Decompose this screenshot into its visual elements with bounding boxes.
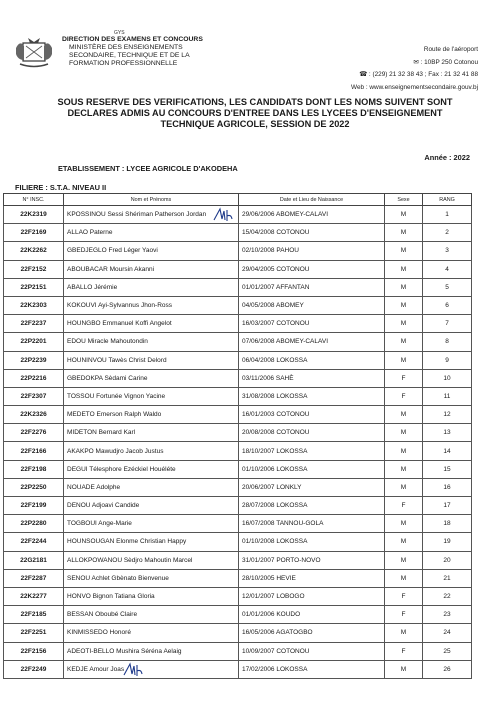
name-cell: GBEDJEGLO Fred Léger Yaovi (64, 242, 239, 260)
name-cell: ABALLO Jérémie (64, 278, 239, 296)
birth-cell: 16/01/2003 COTONOU (239, 406, 385, 424)
insc-cell: 22K2262 (4, 242, 64, 260)
results-table (3, 193, 472, 679)
rang-cell: 26 (423, 660, 472, 678)
birth-cell: 16/03/2007 COTONOU (239, 315, 385, 333)
insc-cell: 22F2185 (4, 606, 64, 624)
title-line: DECLARES ADMIS AU CONCOURS D'ENTREE DANS LES LYCEES D'ENSEIGNEMENT (67, 108, 443, 118)
rang-cell: 1 (423, 206, 472, 224)
table-row (4, 442, 472, 460)
insc-cell: 22P2201 (4, 333, 64, 351)
mail-line: ✉ : 10BP 250 Cotonou (413, 58, 478, 66)
sexe-cell: M (385, 551, 423, 569)
birth-cell: 01/01/2007 AFFANTAN (239, 278, 385, 296)
table-row (4, 406, 472, 424)
table-row (4, 296, 472, 314)
sexe-cell: M (385, 315, 423, 333)
title-line: SOUS RESERVE DES VERIFICATIONS, LES CANDIDATS DONT LES NOMS SUIVENT SONT (57, 97, 453, 107)
rang-cell: 4 (423, 260, 472, 278)
rang-cell: 8 (423, 333, 472, 351)
sexe-cell: M (385, 624, 423, 642)
table-header-row (4, 194, 472, 206)
table-row (4, 587, 472, 605)
ministry-header (62, 30, 252, 68)
insc-cell: 22F2152 (4, 260, 64, 278)
table-row (4, 315, 472, 333)
birth-cell: 29/06/2006 ABOMEY-CALAVI (239, 206, 385, 224)
rang-cell: 24 (423, 624, 472, 642)
sexe-cell: M (385, 569, 423, 587)
sexe-cell: F (385, 587, 423, 605)
rang-cell: 13 (423, 424, 472, 442)
ministry-line: FORMATION PROFESSIONNELLE (69, 60, 178, 67)
rang-cell: 12 (423, 406, 472, 424)
document-title (30, 97, 480, 130)
signature-mark (122, 662, 144, 678)
rang-cell: 14 (423, 442, 472, 460)
insc-cell: 22F2307 (4, 387, 64, 405)
insc-cell: 22P2151 (4, 278, 64, 296)
sexe-cell: M (385, 460, 423, 478)
insc-cell: 22F2169 (4, 224, 64, 242)
birth-cell: 28/10/2005 HEVIE (239, 569, 385, 587)
name-cell: AKAKPO Mawudjro Jacob Justus (64, 442, 239, 460)
birth-cell: 15/04/2008 COTONOU (239, 224, 385, 242)
birth-cell: 17/02/2006 LOKOSSA (239, 660, 385, 678)
year-label: Année : 2022 (424, 153, 470, 162)
sexe-cell: M (385, 206, 423, 224)
table-row (4, 624, 472, 642)
table-row (4, 460, 472, 478)
table-row (4, 515, 472, 533)
table-row (4, 333, 472, 351)
insc-cell: 22P2216 (4, 369, 64, 387)
name-cell: TOSSOU Fortunée Vignon Yacine (64, 387, 239, 405)
rang-cell: 2 (423, 224, 472, 242)
name-cell: KINMISSEDO Honoré (64, 624, 239, 642)
birth-cell: 31/08/2008 LOKOSSA (239, 387, 385, 405)
name-cell: DENOU Adjoavi Candide (64, 497, 239, 515)
name-cell: ABOUBACAR Moursin Akanni (64, 260, 239, 278)
national-emblem (14, 36, 54, 70)
sexe-cell: M (385, 224, 423, 242)
birth-cell: 29/04/2005 COTONOU (239, 260, 385, 278)
name-cell: MIDETON Bernard Karl (64, 424, 239, 442)
insc-cell: 22F2156 (4, 642, 64, 660)
birth-cell: 06/04/2008 LOKOSSA (239, 351, 385, 369)
name-cell: BESSAN Oboubé Claire (64, 606, 239, 624)
gys-label: GYS (114, 30, 125, 36)
table-row (4, 569, 472, 587)
sexe-cell: M (385, 478, 423, 496)
rang-cell: 22 (423, 587, 472, 605)
insc-cell: 22F2198 (4, 460, 64, 478)
birth-cell: 01/01/2006 KOUDO (239, 606, 385, 624)
name-cell: MEDETO Emerson Ralph Waldo (64, 406, 239, 424)
table-row (4, 533, 472, 551)
ministry-line: SECONDAIRE, TECHNIQUE ET DE LA (69, 52, 190, 59)
insc-cell: 22P2280 (4, 515, 64, 533)
table-row (4, 278, 472, 296)
insc-cell: 22F2287 (4, 569, 64, 587)
name-cell: NOUADE Adolphe (64, 478, 239, 496)
name-cell: ADEOTI-BELLO Mushira Séréna Aelaig (64, 642, 239, 660)
birth-cell: 10/09/2007 COTONOU (239, 642, 385, 660)
insc-cell: 22F2251 (4, 624, 64, 642)
insc-cell: 22P2239 (4, 351, 64, 369)
rang-cell: 19 (423, 533, 472, 551)
sexe-cell: M (385, 533, 423, 551)
filiere-label: FILIERE : S.T.A. NIVEAU II (15, 183, 107, 192)
table-row (4, 660, 472, 678)
birth-cell: 20/06/2007 LONKLY (239, 478, 385, 496)
rang-cell: 11 (423, 387, 472, 405)
table-row (4, 351, 472, 369)
insc-cell: 22F2237 (4, 315, 64, 333)
sexe-cell: F (385, 369, 423, 387)
sexe-cell: M (385, 424, 423, 442)
name-cell: KPOSSINOU Sessi Shériman Patherson Jordan (64, 206, 239, 224)
col-header-birth: Date et Lieu de Naissance (239, 194, 385, 206)
birth-cell: 12/01/2007 LOBOGO (239, 587, 385, 605)
name-cell: TOGBOUI Ange-Marie (64, 515, 239, 533)
table-row (4, 424, 472, 442)
rang-cell: 21 (423, 569, 472, 587)
insc-cell: 22K2326 (4, 406, 64, 424)
insc-cell: 22G2181 (4, 551, 64, 569)
name-cell: KOKOUVI Ayi-Sylvannus Jhon-Ross (64, 296, 239, 314)
rang-cell: 15 (423, 460, 472, 478)
insc-cell: 22F2199 (4, 497, 64, 515)
rang-cell: 7 (423, 315, 472, 333)
sexe-cell: M (385, 442, 423, 460)
name-cell: HONVO Bignon Tatiana Gloria (64, 587, 239, 605)
title-line: TECHNIQUE AGRICOLE, SESSION DE 2022 (160, 119, 350, 129)
sexe-cell: F (385, 387, 423, 405)
name-cell: GBEDOKPA Sèdami Carine (64, 369, 239, 387)
sexe-cell: M (385, 333, 423, 351)
name-cell: KEDJE Amour Joas (64, 660, 239, 678)
table-row (4, 606, 472, 624)
name-cell: ALLOKPOWANOU Sèdjro Mahoutin Marcel (64, 551, 239, 569)
rang-cell: 20 (423, 551, 472, 569)
table-row (4, 478, 472, 496)
birth-cell: 01/10/2008 LOKOSSA (239, 533, 385, 551)
sexe-cell: M (385, 351, 423, 369)
rang-cell: 3 (423, 242, 472, 260)
web-line: Web : www.enseignementsecondaire.gouv.bj (351, 83, 478, 91)
birth-cell: 01/10/2006 LOKOSSA (239, 460, 385, 478)
birth-cell: 28/07/2008 LOKOSSA (239, 497, 385, 515)
col-header-name: Nom et Prénoms (64, 194, 239, 206)
rang-cell: 9 (423, 351, 472, 369)
sexe-cell: M (385, 406, 423, 424)
insc-cell: 22F2276 (4, 424, 64, 442)
name-cell: SENOU Achlet Gbènato Bienvenue (64, 569, 239, 587)
birth-cell: 02/10/2008 PAHOU (239, 242, 385, 260)
insc-cell: 22K2303 (4, 296, 64, 314)
table-row (4, 260, 472, 278)
birth-cell: 04/05/2008 ABOMEY (239, 296, 385, 314)
address-line: Route de l'aéroport (423, 46, 478, 53)
birth-cell: 20/08/2008 COTONOU (239, 424, 385, 442)
birth-cell: 07/06/2008 ABOMEY-CALAVI (239, 333, 385, 351)
table-row (4, 369, 472, 387)
sexe-cell: F (385, 497, 423, 515)
rang-cell: 5 (423, 278, 472, 296)
sexe-cell: F (385, 606, 423, 624)
table-row (4, 642, 472, 660)
sexe-cell: M (385, 515, 423, 533)
contact-block (351, 44, 478, 94)
birth-cell: 16/05/2006 AGATOGBO (239, 624, 385, 642)
insc-cell: 22P2250 (4, 478, 64, 496)
direction-name: DIRECTION DES EXAMENS ET CONCOURS (62, 36, 203, 43)
insc-cell: 22F2249 (4, 660, 64, 678)
signature-mark (212, 207, 234, 223)
insc-cell: 22F2244 (4, 533, 64, 551)
table-row (4, 224, 472, 242)
sexe-cell: M (385, 242, 423, 260)
sexe-cell: M (385, 278, 423, 296)
birth-cell: 16/07/2008 TANNOU-GOLA (239, 515, 385, 533)
insc-cell: 22K2319 (4, 206, 64, 224)
col-header-insc: N° INSC. (4, 194, 64, 206)
insc-cell: 22K2277 (4, 587, 64, 605)
rang-cell: 23 (423, 606, 472, 624)
table-row (4, 242, 472, 260)
sexe-cell: M (385, 260, 423, 278)
rang-cell: 16 (423, 478, 472, 496)
rang-cell: 17 (423, 497, 472, 515)
col-header-rang: RANG (423, 194, 472, 206)
sexe-cell: M (385, 296, 423, 314)
name-cell: ALLAO Paterne (64, 224, 239, 242)
name-cell: HOUNGBO Emmanuel Koffi Angelot (64, 315, 239, 333)
rang-cell: 18 (423, 515, 472, 533)
establishment-label: ETABLISSEMENT : LYCEE AGRICOLE D'AKODEHA (58, 164, 238, 173)
sexe-cell: F (385, 642, 423, 660)
insc-cell: 22F2166 (4, 442, 64, 460)
birth-cell: 03/11/2006 SAHÈ (239, 369, 385, 387)
rang-cell: 10 (423, 369, 472, 387)
table-row (4, 206, 472, 224)
table-row (4, 551, 472, 569)
name-cell: HOUNSOUGAN Elonme Christian Happy (64, 533, 239, 551)
rang-cell: 6 (423, 296, 472, 314)
table-row (4, 387, 472, 405)
name-cell: DEGUI Télesphore Ezéckiel Houéléte (64, 460, 239, 478)
birth-cell: 31/01/2007 PORTO-NOVO (239, 551, 385, 569)
name-cell: EDOU Miracle Mahoutondin (64, 333, 239, 351)
rang-cell: 25 (423, 642, 472, 660)
ministry-line: MINISTÈRE DES ENSEIGNEMENTS (69, 44, 183, 51)
table-row (4, 497, 472, 515)
birth-cell: 18/10/2007 LOKOSSA (239, 442, 385, 460)
col-header-sexe: Sexe (385, 194, 423, 206)
phone-line: ☎ : (229) 21 32 38 43 ; Fax : 21 32 41 88 (359, 71, 478, 78)
name-cell: HOUNINVOU Tawès Christ Delord (64, 351, 239, 369)
sexe-cell: M (385, 660, 423, 678)
